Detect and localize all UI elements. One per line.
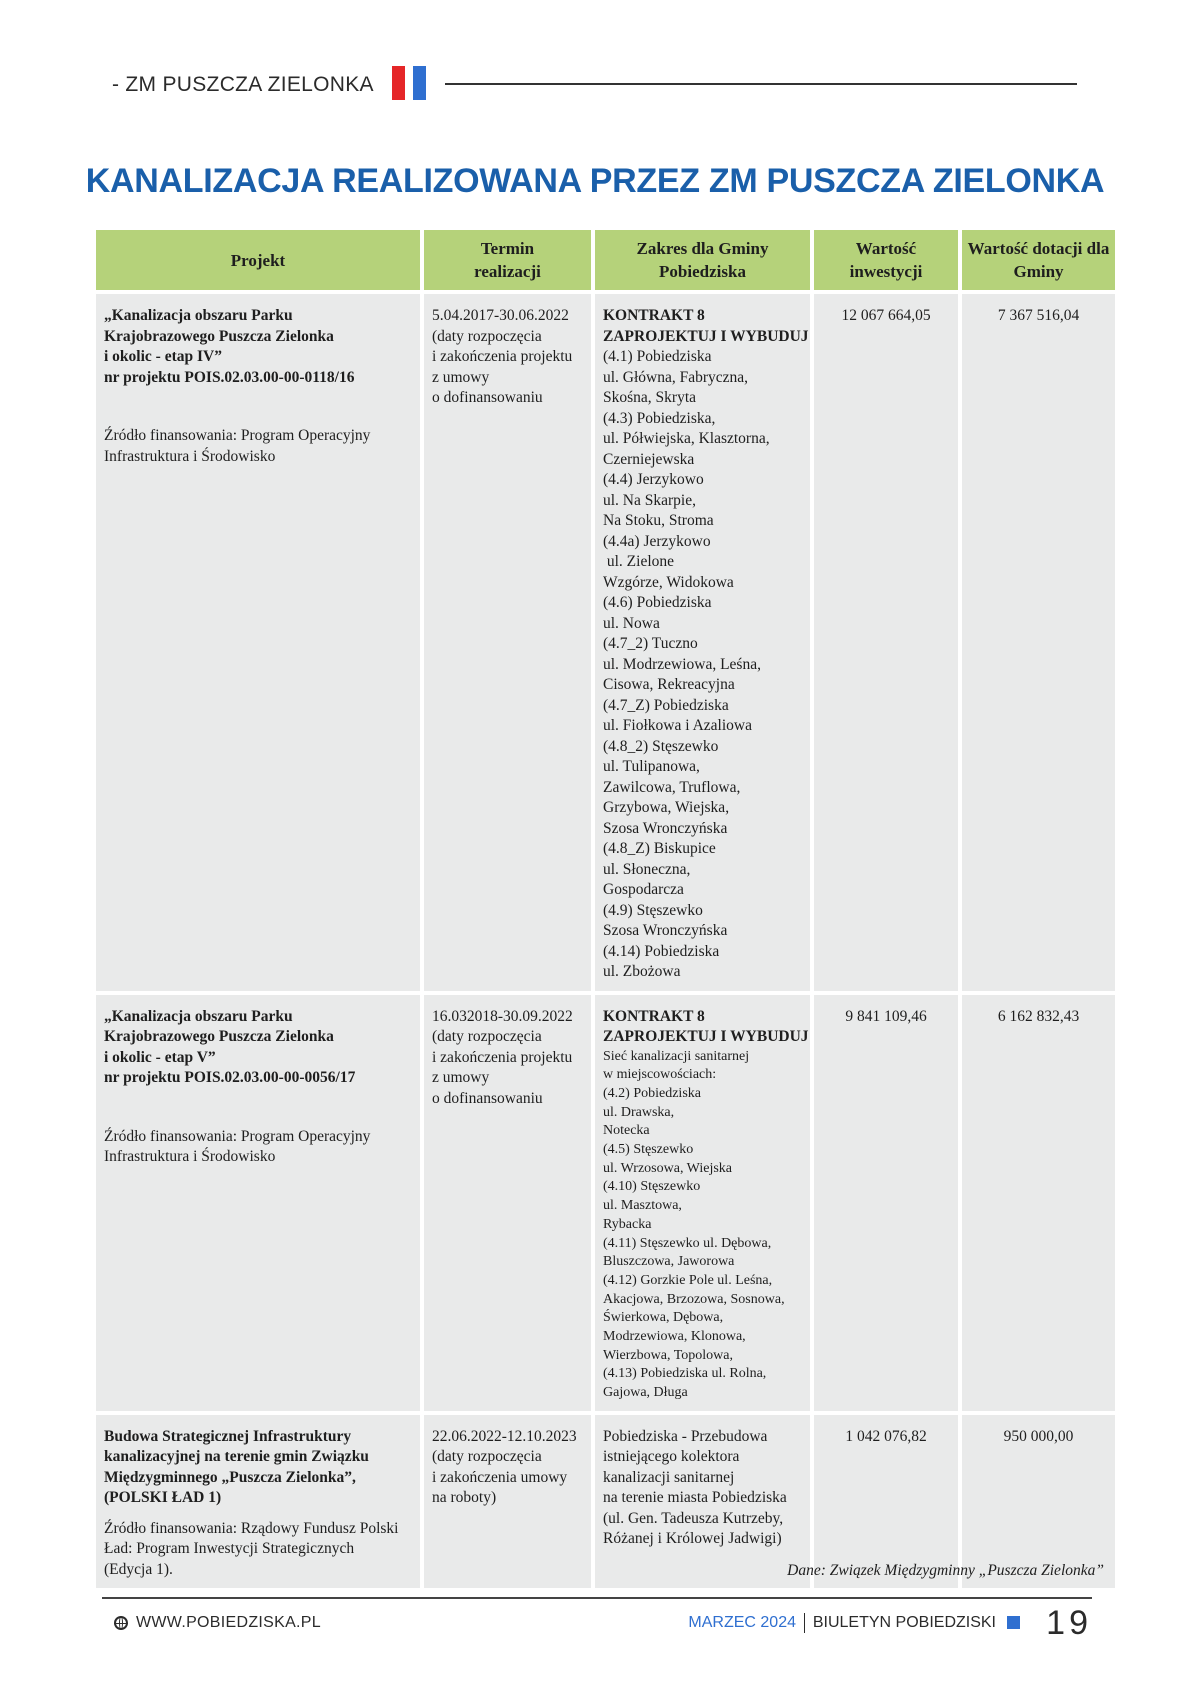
term-line: (daty rozpoczęcia: [432, 327, 542, 345]
scope-line: Modrzewiowa, Klonowa,: [603, 1329, 746, 1345]
term-line: o dofinansowaniu: [432, 389, 543, 406]
scope-line: (ul. Gen. Tadeusza Kutrzeby,: [603, 1509, 784, 1527]
column-header-scope: [595, 230, 810, 290]
project-line: Budowa Strategicznej Infrastruktury: [104, 1427, 352, 1445]
scope-line: Wierzbowa, Topolowa,: [603, 1347, 733, 1363]
term-line: o dofinansowaniu: [432, 1089, 543, 1107]
cell-scope: [595, 1415, 810, 1589]
scope-line: ul. Na Skarpie,: [603, 491, 696, 509]
table-header-row: [96, 230, 1115, 290]
scope-line: Sieć kanalizacji sanitarnej: [603, 1048, 750, 1064]
scope-line: ul. Zbożowa: [603, 963, 681, 980]
column-header-grant: [962, 230, 1115, 290]
term-line: i zakończenia umowy: [432, 1468, 568, 1486]
cell-term: [424, 995, 591, 1411]
project-line: i okolic - etap V”: [104, 1048, 216, 1066]
flag-red-stripe: [392, 66, 405, 100]
investment-table: [92, 226, 1119, 1592]
funding-line: Ład: Program Inwestycji Strategicznych: [104, 1540, 355, 1558]
bulletin-name: BIULETYN POBIEDZISKI: [812, 1614, 996, 1631]
column-header-grant-label: Wartość dotacji dla Gminy: [967, 239, 1110, 281]
scope-line: ul. Drawska,: [603, 1104, 675, 1120]
project-title: [104, 1007, 412, 1089]
project-title: [104, 1427, 412, 1509]
column-header-investment-label: Wartość inwestycji: [849, 239, 923, 281]
project-line: kanalizacyjnej na terenie gmin Związku: [104, 1448, 369, 1466]
scope-line: (4.7_2) Tuczno: [603, 635, 698, 652]
page-header: [112, 62, 1077, 102]
scope-line: Różanej i Królowej Jadwigi): [603, 1530, 782, 1548]
contract-line: ZAPROJEKTUJ I WYBUDUJ: [603, 327, 809, 345]
scope-line: Świerkowa, Dębowa,: [603, 1310, 724, 1326]
scope-line: (4.11) Stęszewko ul. Dębowa,: [603, 1235, 772, 1251]
blue-square-icon: [1007, 1616, 1020, 1629]
scope-line: Cisowa, Rekreacyjna: [603, 676, 735, 693]
scope-line: Gospodarcza: [603, 881, 684, 898]
project-line: „Kanalizacja obszaru Parku: [104, 1007, 293, 1025]
scope-line: ul. Modrzewiowa, Leśna,: [603, 655, 761, 673]
scope-line: (4.6) Pobiedziska: [603, 594, 712, 611]
scope-line: (4.7_Z) Pobiedziska: [603, 696, 729, 714]
cell-project: [96, 294, 420, 991]
scope-line: w miejscowościach:: [603, 1067, 717, 1083]
project-line: Krajobrazowego Puszcza Zielonka: [104, 327, 334, 345]
scope-line: Pobiedziska - Przebudowa: [603, 1427, 768, 1445]
scope-line: ul. Półwiejska, Klasztorna,: [603, 430, 770, 447]
scope-line: ul. Zielone: [603, 553, 675, 570]
term-line: i zakończenia projektu: [432, 348, 573, 365]
website-link[interactable]: [114, 1614, 321, 1632]
flag-blue-stripe: [413, 66, 426, 100]
scope-line: (4.10) Stęszewko: [603, 1179, 701, 1195]
term-line: 5.04.2017-30.06.2022: [432, 307, 569, 324]
funding-source: [104, 1519, 412, 1581]
scope-line: Notecka: [603, 1123, 650, 1139]
scope-line: ul. Słoneczna,: [603, 860, 691, 878]
project-line: i okolic - etap IV”: [104, 348, 222, 365]
source-note: Dane: Związek Międzygminny „Puszcza Zielonka”: [787, 1562, 1104, 1579]
contract-title: [603, 306, 809, 347]
column-header-scope-label: Zakres dla Gminy Pobiedziska: [636, 239, 769, 281]
scope-line: Gajowa, Długa: [603, 1385, 688, 1401]
scope-line: (4.9) Stęszewko: [603, 901, 703, 919]
scope-line: ul. Masztowa,: [603, 1198, 682, 1214]
term-line: (daty rozpoczęcia: [432, 1028, 542, 1045]
scope-line: (4.12) Gorzkie Pole ul. Leśna,: [603, 1272, 773, 1288]
scope-line: Rybacka: [603, 1216, 652, 1232]
scope-line: Czerniejewska: [603, 450, 695, 468]
scope-line: Na Stoku, Stroma: [603, 512, 714, 529]
term-line: z umowy: [432, 1069, 490, 1086]
scope-line: Skośna, Skryta: [603, 389, 696, 406]
column-header-project: Projekt: [96, 230, 420, 290]
scope-line: na terenie miasta Pobiedziska: [603, 1489, 787, 1507]
scope-line: ul. Główna, Fabryczna,: [603, 368, 749, 386]
project-line: (POLSKI ŁAD 1): [104, 1489, 222, 1507]
contract-line: ZAPROJEKTUJ I WYBUDUJ: [603, 1028, 809, 1045]
page-number: 19: [1046, 1604, 1092, 1642]
cell-grant-value: 950 000,00: [962, 1415, 1115, 1589]
page-footer: [102, 1605, 1092, 1645]
project-line: Międzygminnego „Puszcza Zielonka”,: [104, 1468, 356, 1486]
header-divider: [445, 83, 1077, 85]
scope-line: (4.3) Pobiedziska,: [603, 409, 716, 427]
term-line: na roboty): [432, 1489, 497, 1507]
funding-line: Infrastruktura i Środowisko: [104, 447, 276, 465]
funding-source: [104, 426, 412, 467]
footer-divider: [102, 1597, 1092, 1599]
term-line: z umowy: [432, 368, 490, 386]
cell-scope: [595, 294, 810, 991]
cell-project: [96, 995, 420, 1411]
scope-line: (4.5) Stęszewko: [603, 1142, 694, 1158]
column-header-term-label: Termin realizacji: [474, 239, 541, 281]
funding-source: [104, 1127, 412, 1168]
project-title: [104, 306, 412, 388]
scope-line: (4.2) Pobiedziska: [603, 1085, 701, 1101]
project-line: Krajobrazowego Puszcza Zielonka: [104, 1028, 334, 1045]
scope-line: Zawilcowa, Truflowa,: [603, 778, 741, 796]
funding-line: Źródło finansowania: Rządowy Fundusz Polski: [104, 1519, 399, 1537]
contract-line: KONTRAKT 8: [603, 1007, 705, 1025]
column-header-term: [424, 230, 591, 290]
cell-scope: [595, 995, 810, 1411]
globe-icon: [114, 1616, 128, 1630]
scope-line: (4.4a) Jerzykowo: [603, 532, 711, 550]
scope-line: Bluszczowa, Jaworowa: [603, 1254, 735, 1270]
scope-line: Szosa Wronczyńska: [603, 922, 728, 939]
scope-line: Grzybowa, Wiejska,: [603, 799, 730, 816]
scope-line: ul. Nowa: [603, 614, 660, 632]
cell-grant-value: 7 367 516,04: [962, 294, 1115, 991]
scope-list: [603, 1427, 802, 1550]
scope-line: (4.14) Pobiedziska: [603, 942, 720, 960]
scope-line: (4.8_Z) Biskupice: [603, 840, 716, 857]
scope-line: istniejącego kolektora: [603, 1448, 740, 1466]
cell-investment-value: 12 067 664,05: [814, 294, 958, 991]
footer-separator: [804, 1613, 805, 1633]
term-line: 22.06.2022-12.10.2023: [432, 1427, 577, 1445]
cell-project: [96, 1415, 420, 1589]
scope-line: kanalizacji sanitarnej: [603, 1468, 735, 1486]
scope-line: ul. Fiołkowa i Azaliowa: [603, 717, 752, 734]
scope-line: ul. Tulipanowa,: [603, 758, 700, 775]
scope-line: (4.4) Jerzykowo: [603, 471, 704, 488]
cell-investment-value: 1 042 076,82: [814, 1415, 958, 1589]
cell-grant-value: 6 162 832,43: [962, 995, 1115, 1411]
term-line: (daty rozpoczęcia: [432, 1448, 542, 1466]
table-row: [96, 294, 1115, 991]
scope-line: (4.13) Pobiedziska ul. Rolna,: [603, 1366, 767, 1382]
cell-investment-value: 9 841 109,46: [814, 995, 958, 1411]
scope-list: [603, 347, 802, 983]
table-row: [96, 995, 1115, 1411]
scope-line: (4.8_2) Stęszewko: [603, 737, 719, 755]
scope-line: ul. Wrzosowa, Wiejska: [603, 1160, 732, 1176]
scope-line: Szosa Wronczyńska: [603, 819, 728, 837]
issue-month: MARZEC 2024: [688, 1614, 796, 1631]
funding-line: Źródło finansowania: Program Operacyjny: [104, 1127, 371, 1145]
project-line: „Kanalizacja obszaru Parku: [104, 307, 293, 324]
cell-term: [424, 294, 591, 991]
funding-line: Infrastruktura i Środowisko: [104, 1148, 276, 1165]
funding-line: (Edycja 1).: [104, 1560, 173, 1578]
scope-line: (4.1) Pobiedziska: [603, 348, 712, 365]
contract-line: KONTRAKT 8: [603, 307, 705, 324]
scope-line: Akacjowa, Brzozowa, Sosnowa,: [603, 1291, 785, 1307]
cell-term: [424, 1415, 591, 1589]
contract-title: [603, 1007, 809, 1048]
column-header-investment: [814, 230, 958, 290]
scope-line: Wzgórze, Widokowa: [603, 573, 734, 591]
term-line: i zakończenia projektu: [432, 1048, 573, 1066]
project-line: nr projektu POIS.02.03.00-00-0056/17: [104, 1069, 356, 1086]
scope-list: [603, 1048, 802, 1403]
project-line: nr projektu POIS.02.03.00-00-0118/16: [104, 368, 355, 386]
page-title: KANALIZACJA REALIZOWANA PRZEZ ZM PUSZCZA ZIELONKA: [85, 162, 1105, 200]
flag-logo: [392, 66, 426, 100]
funding-line: Źródło finansowania: Program Operacyjny: [104, 427, 371, 444]
website-text: WWW.POBIEDZISKA.PL: [136, 1614, 321, 1631]
term-line: 16.032018-30.09.2022: [432, 1007, 573, 1025]
section-label: - ZM PUSZCZA ZIELONKA: [112, 73, 374, 96]
